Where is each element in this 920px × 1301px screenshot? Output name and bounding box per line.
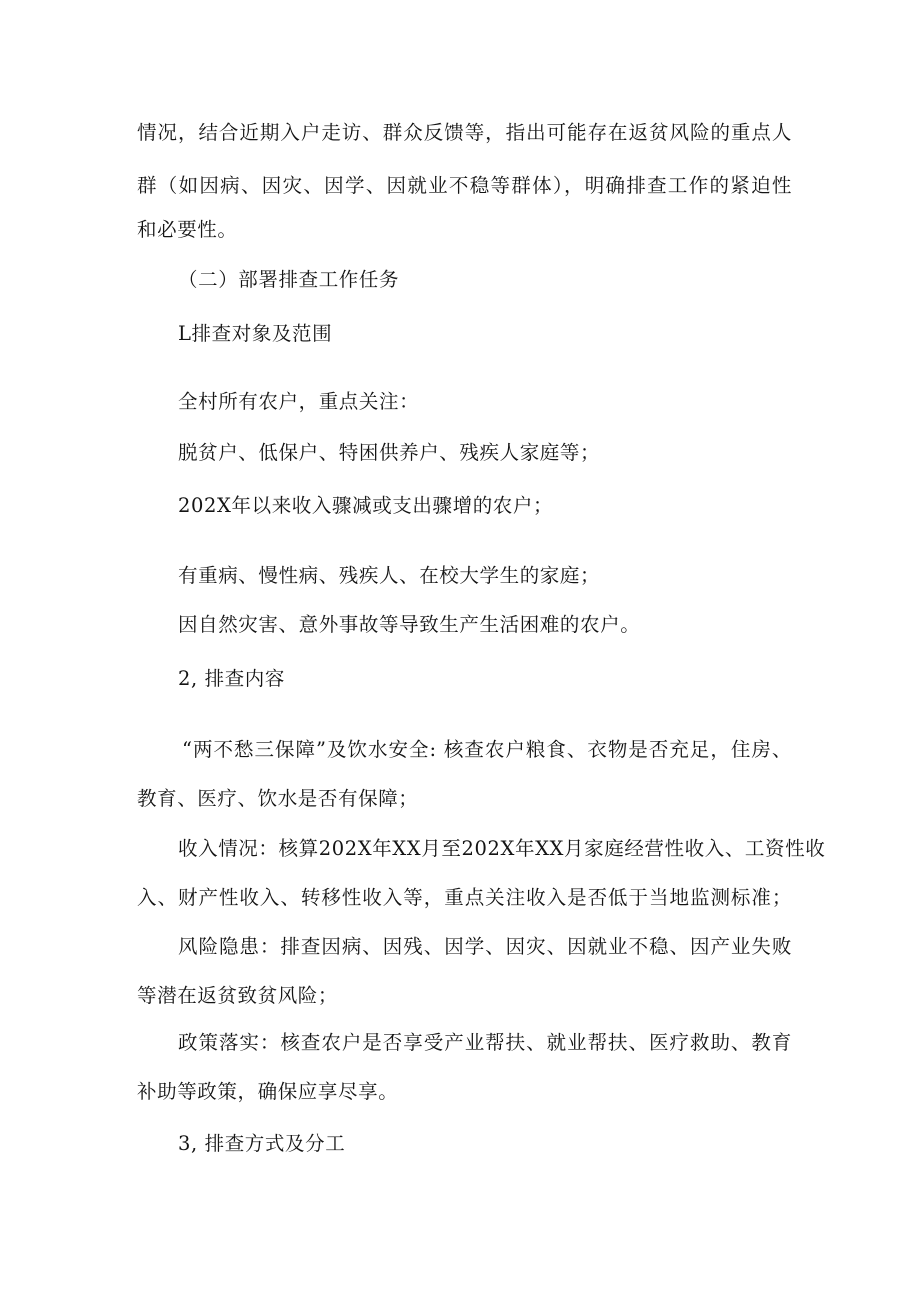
item1-target-4: 因自然灾害、意外事故等导致生产生活困难的农户。 bbox=[178, 613, 641, 636]
intro-line-3: 和必要性。 bbox=[137, 218, 238, 241]
item2-p1-line-2: 教育、医疗、饮水是否有保障； bbox=[137, 787, 419, 810]
item1-target-2: 202X年以来收入骤减或支出骤增的农户； bbox=[178, 494, 554, 517]
item2-heading: 2, 排查内容 bbox=[178, 667, 286, 690]
item1-scope: 全村所有农户，重点关注： bbox=[178, 390, 420, 413]
item3-heading: 3, 排查方式及分工 bbox=[178, 1132, 346, 1155]
item2-p3-line-1: 风险隐患：排查因病、因残、因学、因灾、因就业不稳、因产业失败 bbox=[178, 935, 792, 958]
section-heading: （二）部署排查工作任务 bbox=[178, 268, 400, 291]
item2-p4-line-1: 政策落实：核查农户是否享受产业帮扶、就业帮扶、医疗救助、教育 bbox=[178, 1031, 792, 1054]
item1-heading: L排查对象及范围 bbox=[178, 322, 333, 345]
item2-p4-line-2: 补助等政策，确保应享尽享。 bbox=[137, 1080, 399, 1103]
intro-line-1: 情况，结合近期入户走访、群众反馈等，指出可能存在返贫风险的重点人 bbox=[137, 121, 792, 144]
item1-target-3: 有重病、慢性病、残疾人、在校大学生的家庭； bbox=[178, 564, 601, 587]
item1-target-1: 脱贫户、低保户、特困供养户、残疾人家庭等； bbox=[178, 441, 601, 464]
intro-line-2: 群（如因病、因灾、因学、因就业不稳等群体），明确排查工作的紧迫性 bbox=[137, 174, 792, 197]
item2-p1-line-1: “两不愁三保障”及饮水安全: 核查农户粮食、衣物是否充足，住房、 bbox=[182, 738, 792, 761]
item2-p2-line-1: 收入情况：核算202X年XX月至202X年XX月家庭经营性收入、工资性收 bbox=[178, 837, 826, 860]
item2-p3-line-2: 等潜在返贫致贫风险； bbox=[137, 984, 339, 1007]
item2-p2-line-2: 入、财产性收入、转移性收入等，重点关注收入是否低于当地监测标准； bbox=[137, 886, 792, 909]
